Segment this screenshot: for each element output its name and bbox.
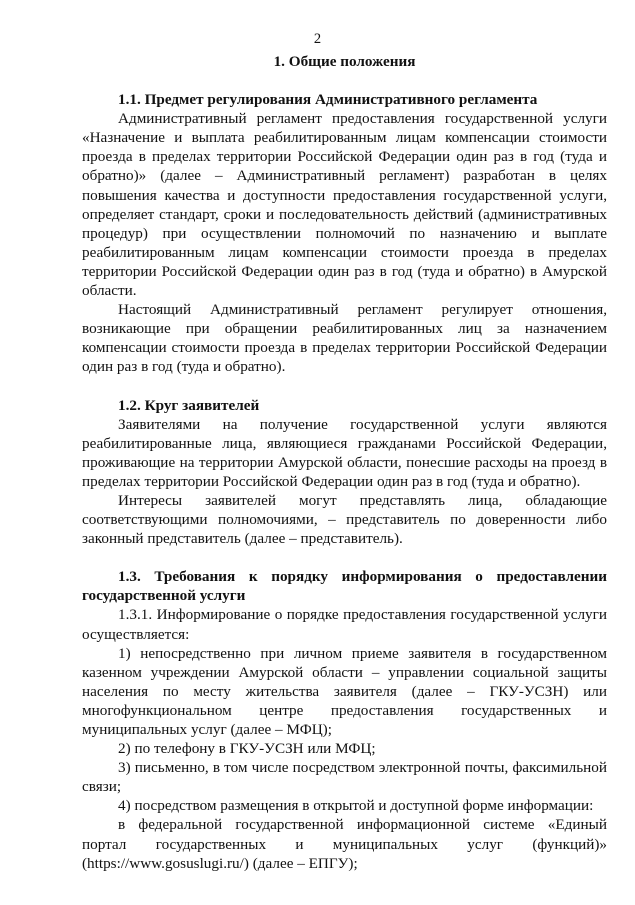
section-title: 1.3. Требования к порядку информирования о предоставлении государственной услуги (82, 568, 607, 605)
page-number: 2 (313, 31, 322, 47)
paragraph: Административный регламент предоставления государственной услуги «Назначение и выплата реабилитированным лицам компенсации стоимости проезда в пределах территории Российской Федерации один раз в год (туда и обратно)» (далее – Административный регламент) разработан в целях повышения качества и доступности предоставления государственной услуги, определяет стандарт, сроки и последовательность действий (административных процедур) при осуществлении полномочий по назначению и выплате реабилитированным лицам компенсации стоимости проезда в пределах территории Российской Федерации один раз в год (туда и обратно) в Амурской области. (82, 110, 607, 300)
paragraph: Интересы заявителей могут представлять лица, обладающие соответствующими полномочиями, – представитель по доверенности либо законный представитель (далее – представитель). (82, 491, 607, 548)
list-item: 4) посредством размещения в открытой и доступной форме информации: (118, 797, 594, 815)
section-1-3 (82, 567, 607, 873)
section-title: 1.1. Предмет регулирования Административного регламента (118, 91, 538, 109)
list-item: 3) письменно, в том числе посредством электронной почты, факсимильной связи; (82, 759, 607, 796)
section-title: 1.2. Круг заявителей (118, 396, 260, 414)
list-item: 2) по телефону в ГКУ-УСЗН или МФЦ; (118, 740, 376, 758)
paragraph: в федеральной государственной информационной системе «Единый портал государственных и муниципальных услуг (функций)» (https://www.gosuslugi.ru/) (далее – ЕПГУ); (82, 816, 607, 872)
paragraph: Настоящий Административный регламент регулирует отношения, возникающие при обращении реабилитированных лиц за назначением компенсации стоимости проезда в пределах территории Российской Федерации один раз в год (туда и обратно). (82, 301, 607, 376)
document-body (82, 52, 607, 873)
section-1-1 (82, 90, 607, 376)
section-1-2 (82, 396, 607, 549)
paragraph: 1.3.1. Информирование о порядке предоставления государственной услуги осуществляется: (82, 606, 607, 643)
chapter-title: 1. Общие положения (273, 53, 416, 70)
paragraph: Заявителями на получение государственной услуги являются реабилитированные лица, являющиеся гражданами Российской Федерации, проживающие на территории Амурской области, понесшие расходы на проезд в пределах территории Российской Федерации один раз в год (туда и обратно). (82, 415, 607, 490)
list-item: 1) непосредственно при личном приеме заявителя в государственном казенном учреждении Амурской области – управлении социальной защиты населения по месту жительства заявителя (далее – ГКУ-УСЗН) или многофункциональном центре предоставления государственных и муниципальных услуг (далее – МФЦ); (82, 644, 607, 738)
